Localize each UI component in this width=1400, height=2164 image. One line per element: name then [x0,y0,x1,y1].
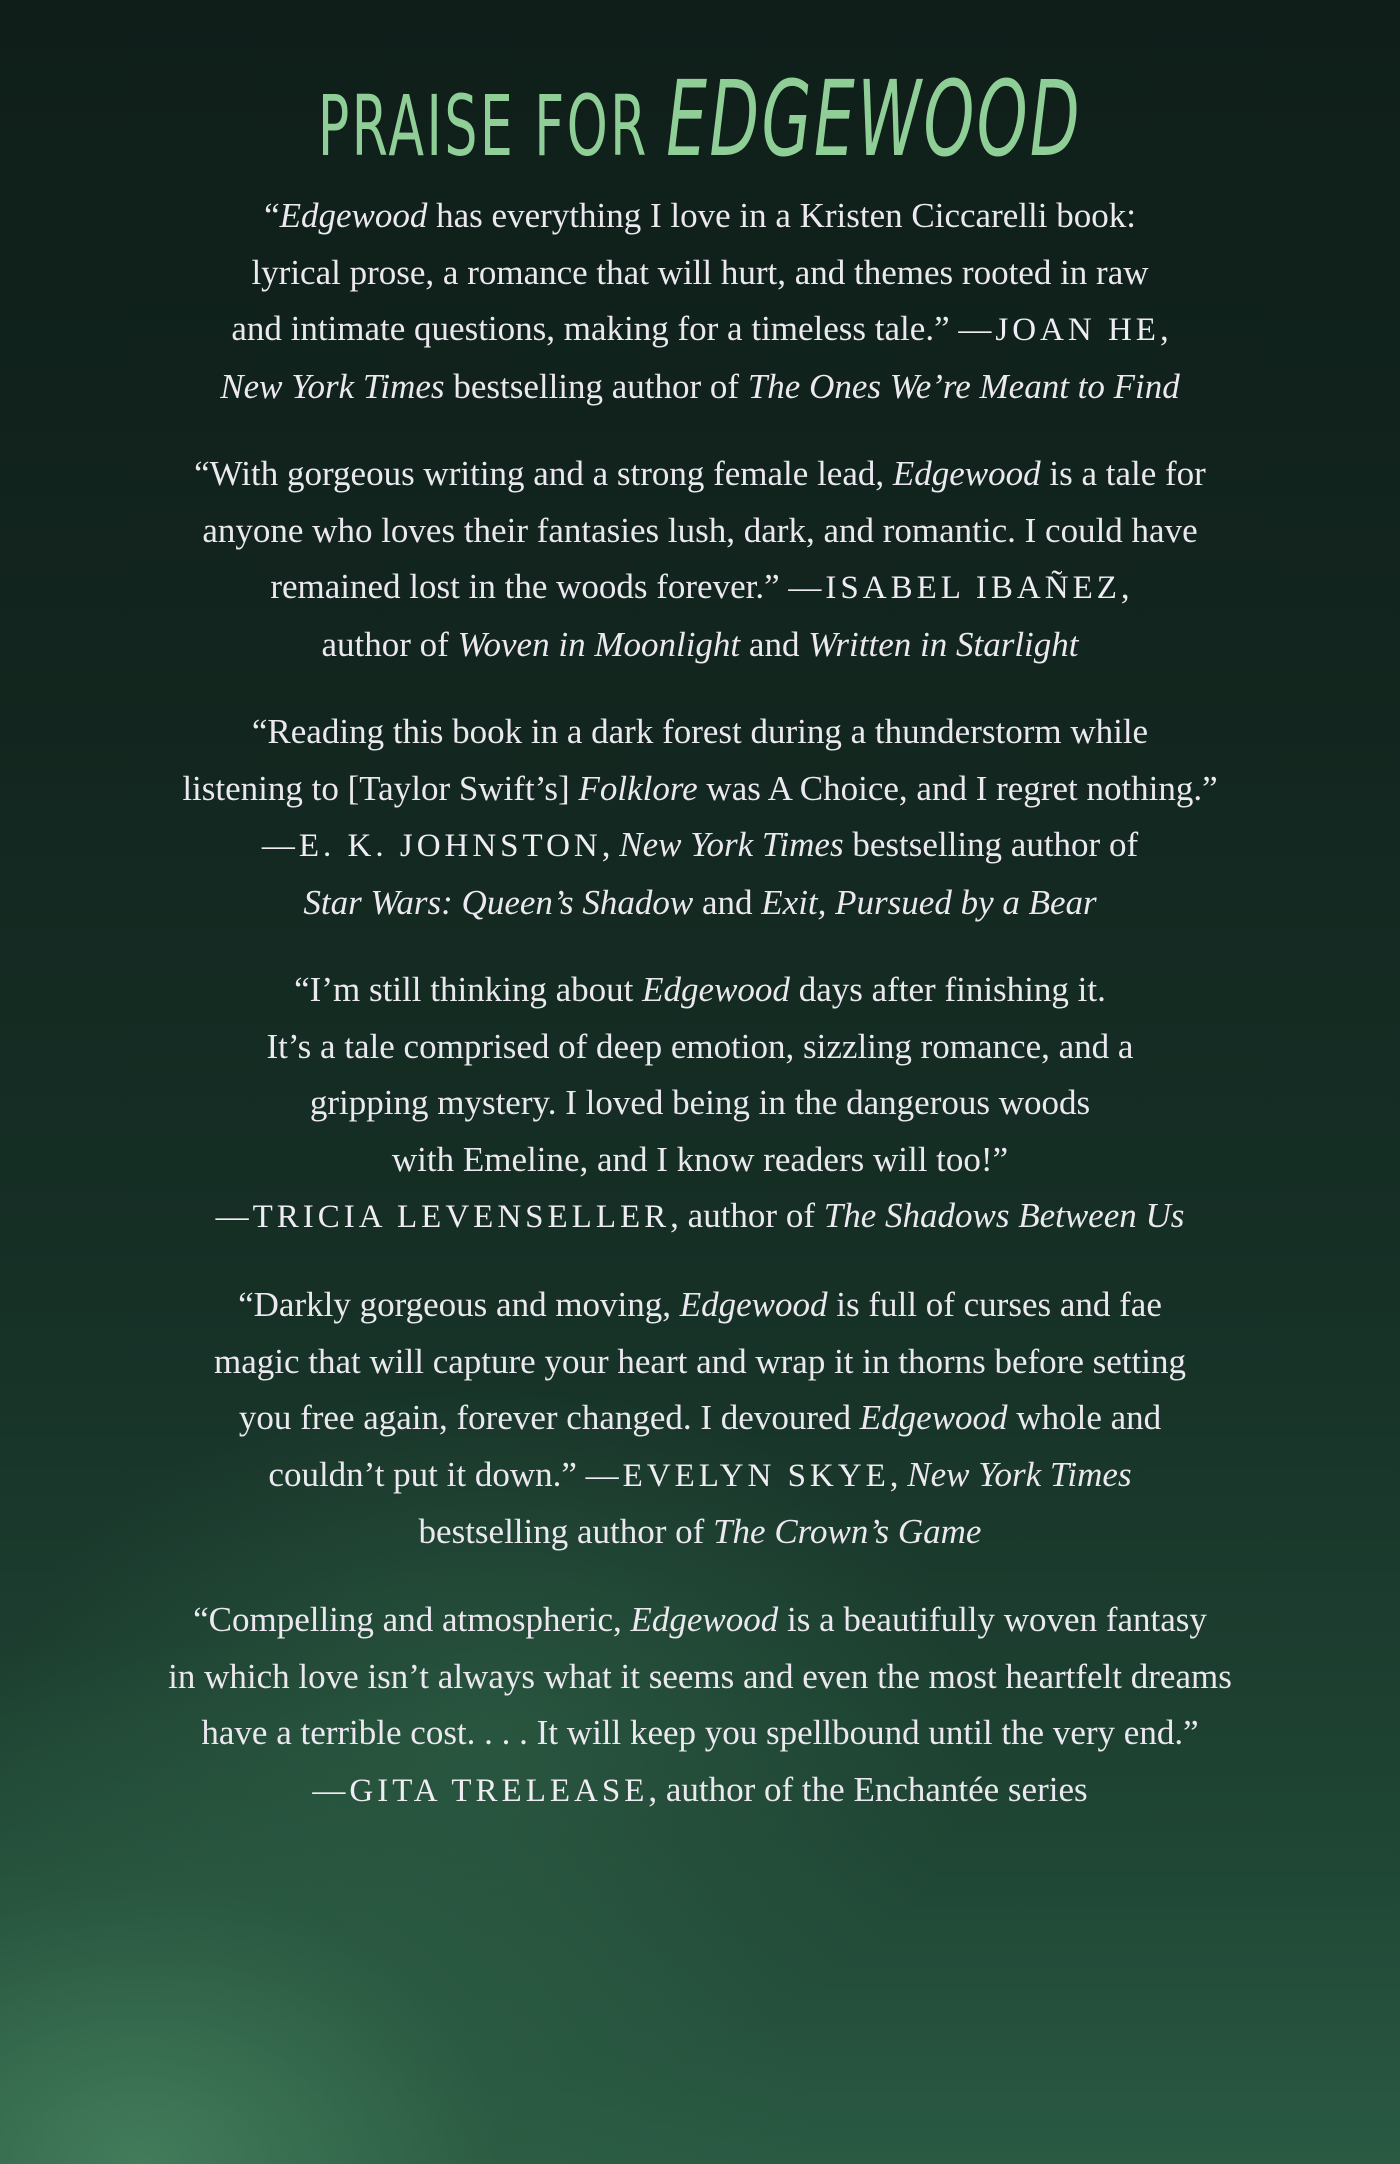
author-name: —JOAN HE [958,312,1160,348]
blurb-isabel-ibanez: “With gorgeous writing and a strong female lead, Edgewood is a tale for anyone who loves their fantasies lush, dark, and romantic. I could have remained lost in the woods forever.” —ISABEL IBAÑEZ, author of Woven in Moonlight and Written in Starlight [194,454,1206,664]
praise-heading [266,58,1134,180]
blurb-ek-johnston: “Reading this book in a dark forest during a thunderstorm while listening to [Taylor Swift’s] Folklore was A Choice, and I regret nothing.” —E. K. JOHNSTON, New York Times bestselling author of Star Wars: Queen’s Shadow and Exit, Pursued by a Bear [182,712,1218,922]
heading-book-title: EDGEWOOD [666,58,1083,180]
blurb-joan-he: “Edgewood has everything I love in a Kristen Ciccarelli book: lyrical prose, a romance that will hurt, and themes rooted in raw and intimate questions, making for a timeless tale.” —JOAN HE, New York Times bestselling author of The Ones We’re Meant to Find [220,196,1180,406]
heading-lead: PRAISE FOR [317,77,649,175]
author-name: —GITA TRELEASE [312,1772,649,1809]
author-name: —EVELYN SKYE [585,1457,890,1494]
book-title: Edgewood [279,196,428,235]
blurb-tricia-levenseller: “I’m still thinking about Edgewood days after finishing it. It’s a tale comprised of deep emotion, sizzling romance, and a gripping mystery. I loved being in the dangerous woods with Emeline, and I know readers will too!” —TRICIA LEVENSELLER, author of The Shadows Between Us [215,970,1185,1235]
blurb-gita-trelease: “Compelling and atmospheric, Edgewood is a beautifully woven fantasy in which love isn’t always what it seems and even the most heartfelt dreams have a terrible cost. . . . It will keep you spellbound until the very end.” —GITA TRELEASE, author of the Enchantée series [168,1600,1232,1809]
blurb-evelyn-skye: “Darkly gorgeous and moving, Edgewood is full of curses and fae magic that will capture your heart and wrap it in thorns before setting you free again, forever changed. I devoured Edgewood whole and couldn’t put it down.” —EVELYN SKYE, New York Times bestselling author of The Crown’s Game [214,1285,1186,1551]
author-name: —E. K. JOHNSTON [261,828,602,864]
author-name: —TRICIA LEVENSELLER [215,1199,671,1235]
author-name: —ISABEL IBAÑEZ [788,570,1121,606]
